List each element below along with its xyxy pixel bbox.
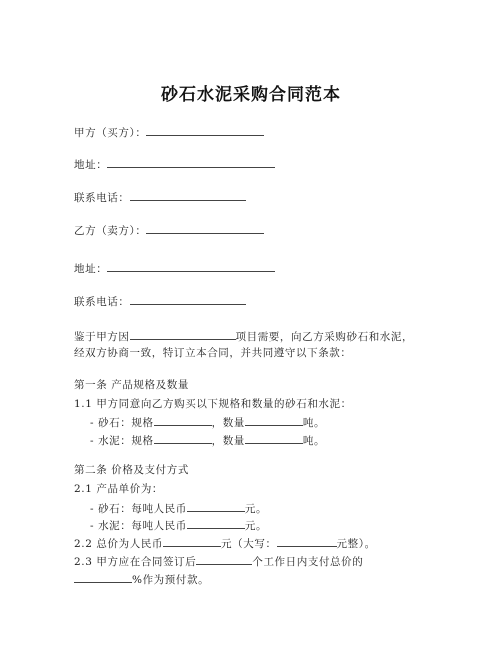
article-1-title: 第一条 产品规格及数量 — [74, 379, 189, 391]
cement-spec-blank — [154, 432, 212, 444]
total-price-end: 元整）。 — [336, 538, 376, 550]
project-name-blank — [130, 328, 236, 340]
prepay-percent-label: 个工作日内支付总价的 — [252, 556, 364, 568]
preamble-text: 项目需要，向乙方采购砂石和水泥， — [235, 331, 414, 343]
party-b-label: 乙方（卖方）： — [74, 225, 147, 237]
address-b-label: 地址： — [74, 263, 108, 275]
cement-price-label: - 水泥：每吨人民币 — [90, 520, 187, 532]
party-b-line — [74, 222, 264, 238]
total-price-words-label: 元（大写： — [221, 538, 277, 550]
sand-spec-line — [90, 414, 325, 430]
prepay-days-blank — [196, 553, 252, 565]
clause-2-3-cont — [74, 571, 209, 587]
preamble-line-2: 经双方协商一致，特订立本合同，并共同遵守以下条款： — [74, 347, 352, 359]
total-price-blank — [163, 535, 221, 547]
cement-price-unit: 元。 — [244, 520, 268, 532]
address-a-blank — [107, 156, 275, 168]
phone-b-label: 联系电话： — [74, 296, 130, 308]
phone-b-blank — [130, 293, 246, 305]
sand-qty-label: ，数量 — [211, 417, 245, 429]
clause-2-3 — [74, 553, 363, 569]
address-a-label: 地址： — [74, 159, 108, 171]
cement-spec-label: - 水泥：规格 — [90, 435, 154, 447]
address-b-blank — [107, 260, 275, 272]
preamble-line-1 — [74, 328, 413, 344]
party-a-blank — [146, 124, 264, 136]
document-title: 砂石水泥采购合同范本 — [161, 85, 341, 105]
cement-spec-line — [90, 432, 325, 448]
sand-spec-label: - 砂石：规格 — [90, 417, 154, 429]
prepay-percent-end: %作为预付款。 — [132, 574, 210, 586]
address-b-line — [74, 260, 275, 276]
total-price-words-blank — [277, 535, 337, 547]
cement-qty-blank — [245, 432, 303, 444]
sand-spec-blank — [154, 414, 212, 426]
preamble-text: 鉴于甲方因 — [74, 331, 130, 343]
phone-b-line — [74, 293, 246, 309]
sand-price-line — [90, 500, 267, 516]
sand-unit: 吨。 — [302, 417, 326, 429]
party-b-blank — [146, 222, 264, 234]
party-a-line — [74, 124, 264, 140]
prepay-days-label: 2.3 甲方应在合同签订后 — [74, 556, 197, 568]
cement-price-line — [90, 517, 267, 533]
clause-1-1: 1.1 甲方同意向乙方购买以下规格和数量的砂石和水泥： — [74, 398, 352, 410]
sand-price-label: - 砂石：每吨人民币 — [90, 503, 187, 515]
clause-2-2 — [74, 535, 376, 551]
prepay-percent-blank — [74, 571, 132, 583]
phone-a-label: 联系电话： — [74, 192, 130, 204]
cement-price-blank — [187, 517, 245, 529]
phone-a-blank — [130, 189, 246, 201]
address-a-line — [74, 156, 275, 172]
sand-qty-blank — [245, 414, 303, 426]
cement-qty-label: ，数量 — [211, 435, 245, 447]
clause-2-1: 2.1 产品单价为： — [74, 483, 164, 495]
sand-price-unit: 元。 — [244, 503, 268, 515]
sand-price-blank — [187, 500, 245, 512]
cement-unit: 吨。 — [302, 435, 326, 447]
phone-a-line — [74, 189, 246, 205]
party-a-label: 甲方（买方）： — [74, 127, 147, 139]
total-price-label: 2.2 总价为人民币 — [74, 538, 164, 550]
article-2-title: 第二条 价格及支付方式 — [74, 464, 189, 476]
